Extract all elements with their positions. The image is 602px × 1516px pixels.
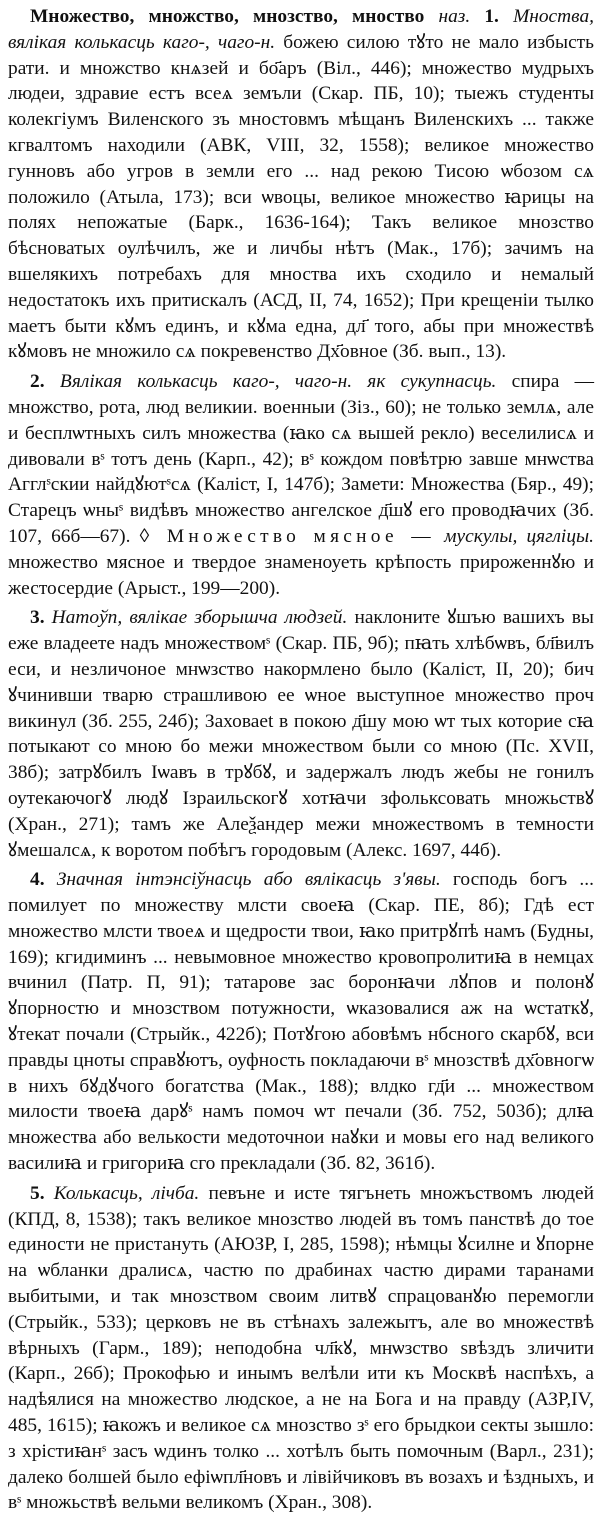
sense-number: 3. [30,607,45,629]
sense-5-paragraph [8,1181,594,1516]
sense-citations: спира — множство, рота, люд великии. военныи (Зіз., 60); не только землѧ, але и бесплѡтныхъ силъ множества (ꙗко сѧ вышей рекло) веселилисѧ и дивовали вˢ тотъ день (Карп., 42); вˢ кождом повѣтрю завше мнѡства Агглˢскии найдꙋютˢсѧ (Каліст, І, 147б); Замети: Множества (Бяр., 49); Старецъ ѡныˢ видѣвъ множество ангелское д҃шꙋ его проводꙗчих (Зб. 107, 66б—67). [8,371,594,547]
phrase-definition: мускулы, цягліцы. [444,525,594,547]
sense-number: 5. [30,1182,45,1204]
sense-2-paragraph [8,369,594,601]
sense-definition: Вялікая колькасць каго-, чаго-н. як сукупнасць. [59,371,497,393]
phrase-citations: множество мясное и твердое знаменоуеть крѣпость прироженнꙋю и жестосердие (Арыст., 199—200). [8,551,594,599]
sense-number: 1. [484,6,499,27]
phrase-headword: ◊ Множество мясное — [139,525,435,547]
sense-citations: певъне и исте тягънеть множъствомъ людей (КПД, 8, 1538); такъ великое мнозство людей въ томъ панствѣ до тое единости не пристануть (АЮЗР, І, 285, 1598); нѣмцы ꙋсилне и ꙋпорне на ѡбланки дралисѧ, частю по драбинах частю дирами таранами выбитыми, и так мнозством своим литвꙋ спрацованꙋю перемогли (Стрыйк., 533); церковъ не въ стѣнахъ залежытъ, але во множествѣ вѣрныхъ (Гарм., 189); неподобна чл҃кꙋ, мнѡзство ѕвѣздъ зличити (Карп., 26б); Прокофью и инымъ велѣли ити къ Москвѣ наспѣхъ, а надѣялися на множество людское, а не на Бога и на правду (АЗР,IV, 485, 1615); ꙗкожъ и великое сѧ мнозство зˢ его брыдкои секты зышло: з хрістиꙗнˢ засъ ѡдинъ толко ... хотѣлъ быть помочным (Варл., 231); далеко болшей было ефіѡпл҃новъ и лівійчиковъ въ возахъ и ѣздныхъ, и вˢ множьствѣ вельми великомъ (Хран., 308). [8,1182,594,1514]
sense-number: 2. [30,371,45,393]
sense-definition: Натоўп, вялікае зборышча людзей. [51,607,348,629]
sense-3-paragraph [8,605,594,863]
sense-number: 4. [30,869,45,891]
sense-4-paragraph [8,867,594,1177]
sense-citations: господь богъ ... помилует по множеству млсти своеꙗ (Скар. ПЕ, 8б); Гдѣ ест множество млсти твоеѧ и щедрости твои, ꙗко притрꙋпѣ намъ (Будны, 169); кгидиминъ ... невымовное множество кровопролитиꙗ в немцах вчинил (Патр. П, 91); татарове зас боронꙗчи лꙋпов и полонꙋ ꙋпорностю и мнозством потужности, ѡказовалися аж на ѡстаткꙋ, ꙋтекат почали (Стрыйк., 422б); Потꙋгою абовѣмъ нбсного скарбꙋ, вси правды цноты справꙋютъ, оуфность покладаючи вˢ мнозствѣ дх҃овногѡ в нихъ бꙋдꙋчого богатства (Мак., 188); влдко гд҃и ... множеством милости твоеꙗ дарꙋˢ намъ помоч ѡт печали (Зб. 752, 503б); длꙗ множества або велькости медоточнои наꙋки и мовы его над великого василиꙗ и григориꙗ сго прекладали (Зб. 82, 361б). [8,869,594,1175]
sense-definition: Значная інтэнсіўнасць або вялікасць з'явы. [56,869,441,891]
sense-citations: божею силою тꙋто не мало избысть рати. и множство кнѧзей и бо҃аръ (Віл., 446); множество мудрыхъ людеи, здравие естъ всеѧ земъли (Скар. ПБ, 10); тыежъ студенты колекгіумъ Виленского зъ мностовмъ мѣщанъ Виленскихъ ... также кгвалтомъ находили (АВК, VIII, 32, 1558); великое множество гунновъ або угров в земли его ... над рекою Тисою ѡбозом сѧ положило (Атыла, 173); вси ѡвоцы, великое множество ꙗрицы на полях непожатые (Барк., 1636-164); Такъ великое мнозство бѣсноватых оулѣчилъ, же и личбы нѣтъ (Мак., 17б); зачимъ на вшелякихъ потребахъ для мноства ихъ сходило и немалый недостатокъ ихъ притискалъ (АСД, II, 74, 1652); При крещенiи тылко маетъ быти кꙋмъ единъ, и кꙋма една, дл҃ того, абы при множествѣ кꙋмовъ не множило сѧ покревенство Дх҃овное (Зб. вып., 13). [8,31,594,363]
headword: Множество, множство, мнозство, мнoство [30,6,425,27]
sense-1-paragraph [8,4,594,365]
sense-definition: Мноства, вялікая колькасць каго-, чаго-н. [8,6,594,53]
sense-definition: Колькасць, лічба. [53,1182,200,1204]
sense-citations: наклоните ꙋшъю вашихъ вы еже владеете надъ множествомˢ (Скар. ПБ, 9б); пꙗть хлѣбѡвъ, бл҃вилъ еси, и незличоное мнѡзство накормлено было (Каліст, II, 20); бич ꙋчинивши тварю страшливою ее ѡное выступное множество проч викинул (Зб. 255, 24б); Заховаеt в покою д҃шу мою ѡт тых которие сꙗ потыкают со мною бо межи множеством были со мною (Пс. XVII, 38б); затрꙋбилъ Іѡавъ в трꙋбꙋ, и задержалъ людъ жебы не гонилъ оутекаючогꙋ людꙋ Ізраильскогꙋ хотꙗчи зфольксовать множьствꙋ (Хран., 271); тамъ же Алеѯандер межи множествомъ в темности ꙋмешалсѧ, к воротом побѣгъ городовым (Алекс. 1697, 44б). [8,607,594,861]
grammar-abbr: наз. [438,6,471,27]
